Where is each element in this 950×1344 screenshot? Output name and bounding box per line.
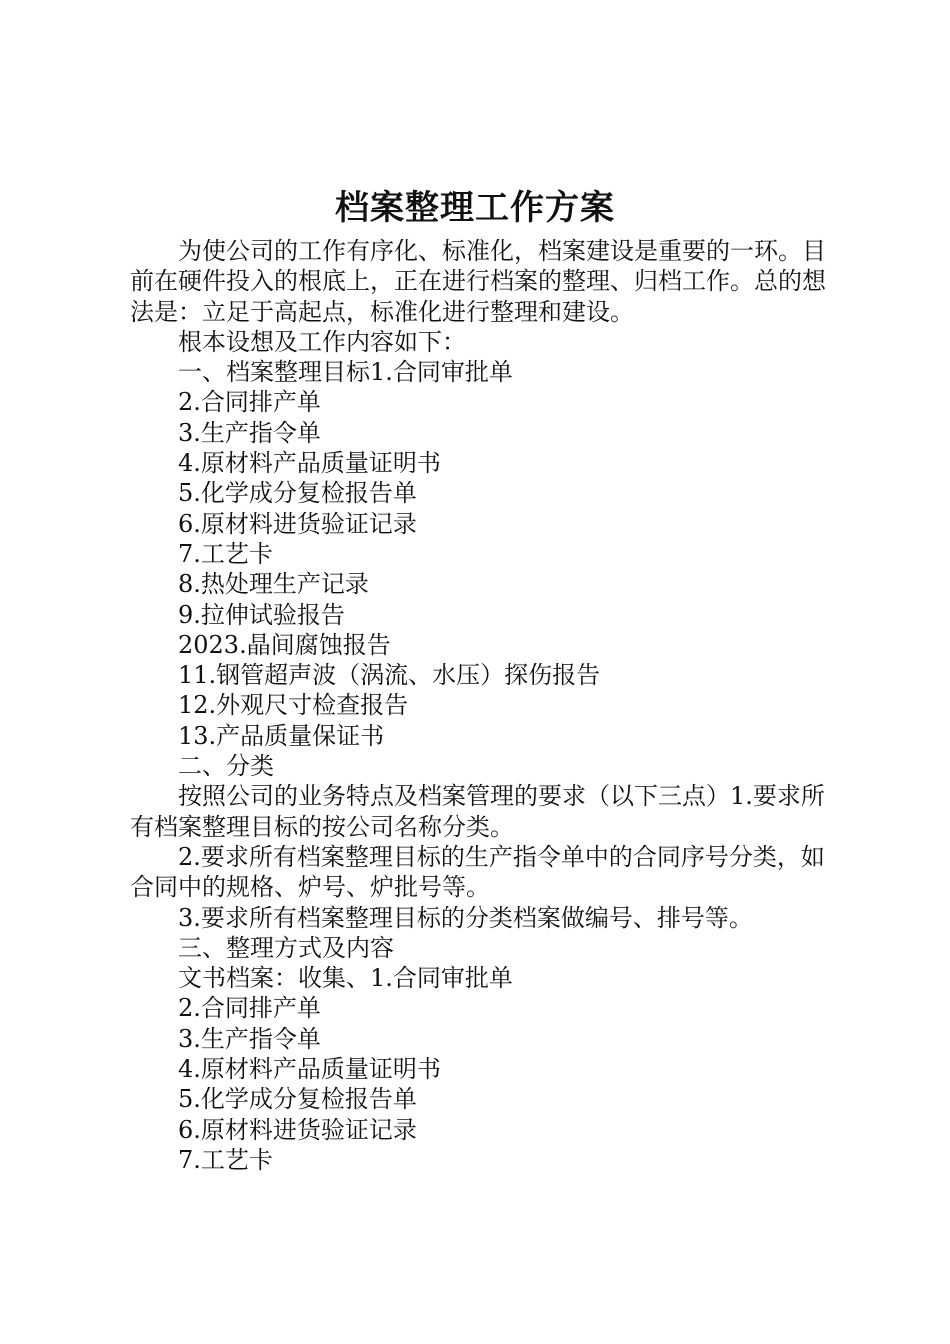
list-item: 5.化学成分复检报告单: [178, 479, 417, 508]
list-item: 7.工艺卡: [178, 1145, 273, 1174]
intro-paragraph: 为使公司的工作有序化、标准化，档案建设是重要的一环。目前在硬件投入的根底上，正在进行档案的整理、归档工作。总的想法是：立足于高起点，标准化进行整理和建设。: [130, 237, 826, 326]
section-heading: 三、整理方式及内容: [178, 933, 394, 962]
list-item: 13.产品质量保证书: [178, 721, 385, 750]
list-item: 2.合同排产单: [178, 994, 321, 1023]
list-item: 4.原材料产品质量证明书: [178, 449, 441, 478]
paragraph: 按照公司的业务特点及档案管理的要求（以下三点）1.要求所有档案整理目标的按公司名称分类。: [130, 782, 825, 841]
list-item: 3.生产指令单: [178, 1024, 321, 1053]
list-item: 5.化学成分复检报告单: [178, 1085, 417, 1114]
list-item: 6.原材料进货验证记录: [178, 1115, 417, 1144]
list-item: 7.工艺卡: [178, 539, 273, 568]
list-item: 2023.晶间腐蚀报告: [178, 630, 391, 659]
section-heading: 二、分类: [178, 752, 274, 781]
section-heading: 一、档案整理目标1.合同审批单: [178, 358, 513, 387]
paragraph: 3.要求所有档案整理目标的分类档案做编号、排号等。: [178, 903, 753, 932]
list-item: 6.原材料进货验证记录: [178, 509, 417, 538]
paragraph: 根本设想及工作内容如下：: [178, 327, 466, 356]
list-item: 4.原材料产品质量证明书: [178, 1055, 441, 1084]
list-item: 3.生产指令单: [178, 418, 321, 447]
paragraph: 2.要求所有档案整理目标的生产指令单中的合同序号分类，如合同中的规格、炉号、炉批号等。: [130, 842, 825, 902]
list-item: 9.拉伸试验报告: [178, 600, 345, 629]
paragraph: 文书档案：收集、1.合同审批单: [178, 964, 513, 993]
list-item: 2.合同排产单: [178, 388, 321, 417]
list-item: 8.热处理生产记录: [178, 570, 369, 599]
document-body: [130, 236, 835, 1175]
document-title: 档案整理工作方案: [335, 188, 615, 228]
list-item: 12.外观尺寸检查报告: [178, 691, 409, 720]
list-item: 11.钢管超声波（涡流、水压）探伤报告: [178, 661, 601, 690]
